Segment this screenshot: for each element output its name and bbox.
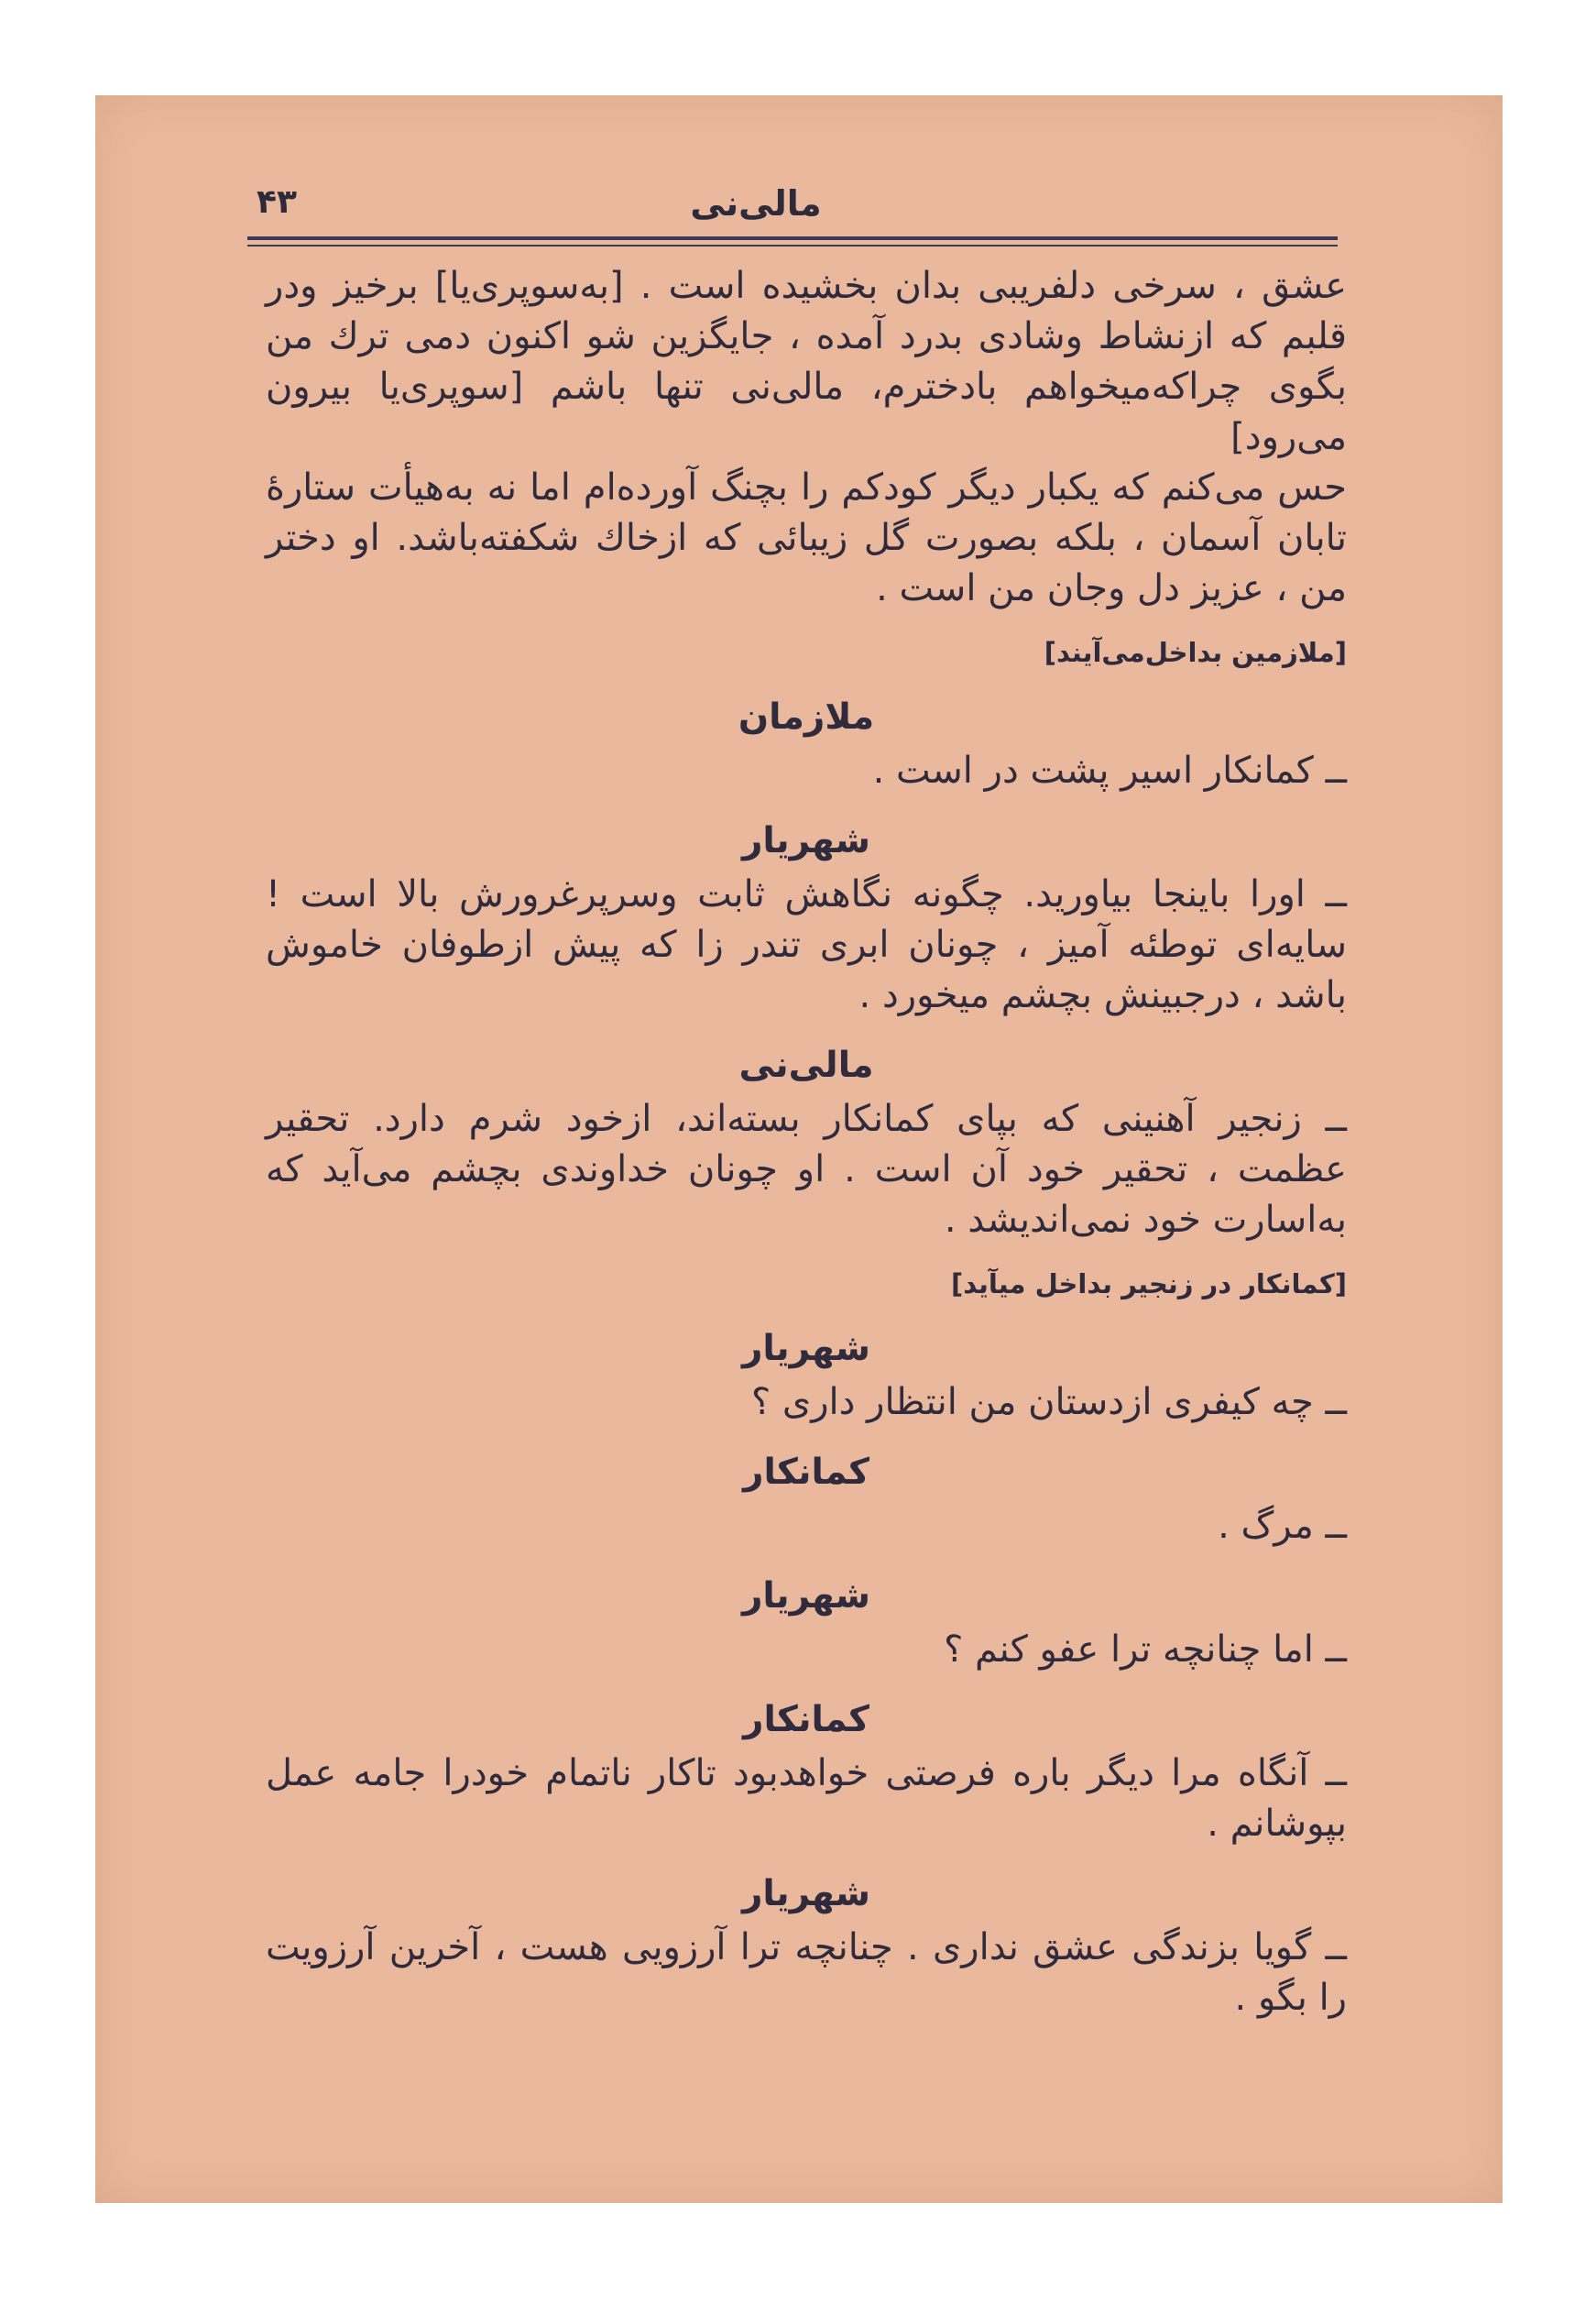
paragraph: عشق ، سرخی دلفریبی بدان بخشیده است . [به‌سوپری‌یا] برخیز ودر قلبم که ازنشاط وشادی بدرد آمده ، جایگزین شو اکنون دمی ترك من بگوی چراکه‌میخواهم بادخترم، مالی‌نی تنها باشم [سوپری‌یا بیرون می‌رود] bbox=[266, 265, 1347, 458]
page-number: ۴۳ bbox=[257, 183, 297, 221]
speaker-name: شهریار bbox=[741, 820, 871, 861]
speaker-name: کمانکار bbox=[743, 1452, 869, 1493]
dialogue-line: ــ آنگاه مرا دیگر باره فرصتی خواهدبود تاکار ناتمام خودرا جامه عمل بپوشانم . bbox=[266, 1752, 1347, 1845]
stage-direction: [ملازمین بداخل‌می‌آیند] bbox=[1044, 637, 1347, 668]
speaker-name: شهریار bbox=[741, 1575, 871, 1617]
running-title: مالی‌نی bbox=[690, 183, 822, 224]
header-rule-thin bbox=[247, 245, 1338, 247]
speaker-name: شهریار bbox=[741, 1328, 871, 1369]
dialogue-line: ــ اما چنانچه ترا عفو کنم ؟ bbox=[944, 1628, 1347, 1671]
page-header bbox=[174, 183, 1338, 238]
dialogue-line: ــ مرگ . bbox=[1218, 1505, 1347, 1547]
dialogue-line: ــ گویا بزندگی عشق نداری . چنانچه ترا آرزویی هست ، آخرین آرزویت را بگو . bbox=[266, 1926, 1347, 2019]
dialogue-line: ــ زنجیر آهنینی که بپای کمانکار بسته‌اند، ازخود شرم دارد. تحقیر عظمت ، تحقیر خود آن است . او چونان خداوندی بچشم می‌آید که به‌اسارت خود نمی‌اندیشد . bbox=[266, 1098, 1347, 1241]
header-rule-thick bbox=[247, 236, 1338, 240]
dialogue-line: ــ اورا باینجا بیاورید. چگونه نگاهش ثابت وسرپرغرورش بالا است ! سایه‌ای توطئه آمیز ، چونان ابری تندر زا که پیش ازطوفان خاموش باشد ، درجبینش بچشم میخورد . bbox=[266, 873, 1347, 1016]
page-body bbox=[266, 261, 1347, 2023]
stage-direction: [کمانکار در زنجیر بداخل میآید] bbox=[950, 1268, 1347, 1299]
speaker-name: شهریار bbox=[741, 1873, 871, 1914]
dialogue-line: ــ کمانکار اسیر پشت در است . bbox=[872, 750, 1347, 792]
paragraph: حس می‌کنم که یکبار دیگر کودکم را بچنگ آورده‌ام اما نه به‌هیأت ستارهٔ تابان آسمان ، بلکه بصورت گل زیبائی که ازخاك شکفته‌باشد. او دختر من ، عزیز دل وجان من است . bbox=[266, 466, 1347, 609]
speaker-name: مالی‌نی bbox=[738, 1045, 874, 1086]
speaker-name: کمانکار bbox=[743, 1699, 869, 1740]
dialogue-line: ــ چه کیفری ازدستان من انتظار داری ؟ bbox=[750, 1381, 1347, 1423]
speaker-name: ملازمان bbox=[738, 696, 875, 738]
